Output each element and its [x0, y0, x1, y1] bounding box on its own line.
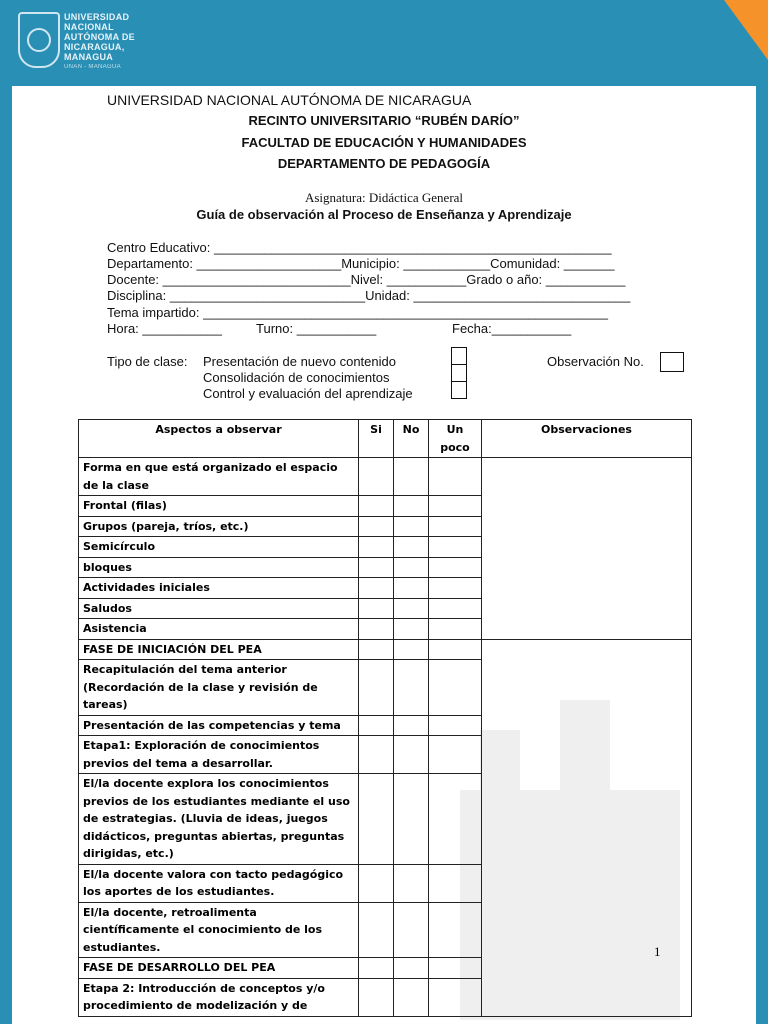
checkbox-control[interactable] — [451, 381, 467, 399]
si-cell[interactable] — [359, 496, 394, 517]
un-poco-cell[interactable] — [429, 537, 482, 558]
si-cell[interactable] — [359, 557, 394, 578]
university-seal-icon — [18, 12, 60, 68]
un-poco-cell[interactable] — [429, 557, 482, 578]
aspect-cell: Etapa1: Exploración de conocimientos previos del tema a desarrollar. — [79, 736, 359, 774]
observation-table — [78, 419, 692, 1017]
no-cell[interactable] — [394, 537, 429, 558]
option-presentacion: Presentación de nuevo contenido — [203, 354, 396, 369]
no-cell[interactable] — [394, 864, 429, 902]
header-observaciones: Observaciones — [482, 420, 692, 458]
field-disciplina[interactable]: Disciplina: ___________________________Unidad: ______________________________ — [107, 288, 631, 303]
si-cell[interactable] — [359, 864, 394, 902]
header-aspectos: Aspectos a observar — [79, 420, 359, 458]
un-poco-cell[interactable] — [429, 598, 482, 619]
si-cell[interactable] — [359, 516, 394, 537]
department-name: DEPARTAMENTO DE PEDAGOGÍA — [277, 156, 491, 171]
field-tema[interactable]: Tema impartido: ________________________________________________________ — [107, 305, 608, 320]
no-cell[interactable] — [394, 736, 429, 774]
aspect-cell: El/la docente, retroalimenta científicamente el conocimiento de los estudiantes. — [79, 902, 359, 958]
un-poco-cell[interactable] — [429, 774, 482, 865]
checkbox-presentacion[interactable] — [451, 347, 467, 365]
aspect-cell: Grupos (pareja, tríos, etc.) — [79, 516, 359, 537]
si-cell[interactable] — [359, 715, 394, 736]
si-cell[interactable] — [359, 978, 394, 1016]
no-cell[interactable] — [394, 578, 429, 599]
header-un-poco: Un poco — [429, 420, 482, 458]
no-cell[interactable] — [394, 598, 429, 619]
field-centro[interactable]: Centro Educativo: _______________________________________________________ — [107, 240, 612, 255]
si-cell[interactable] — [359, 660, 394, 716]
si-cell[interactable] — [359, 458, 394, 496]
aspect-cell: Asistencia — [79, 619, 359, 640]
un-poco-cell[interactable] — [429, 978, 482, 1016]
no-cell[interactable] — [394, 978, 429, 1016]
page-number: 1 — [654, 944, 661, 959]
un-poco-cell[interactable] — [429, 660, 482, 716]
subject-label: Asignatura: Didáctica General — [304, 190, 464, 205]
no-cell[interactable] — [394, 715, 429, 736]
no-cell[interactable] — [394, 639, 429, 660]
table-row — [79, 639, 692, 660]
option-consolidacion: Consolidación de conocimientos — [203, 370, 390, 385]
faculty-name: FACULTAD DE EDUCACIÓN Y HUMANIDADES — [241, 135, 527, 150]
un-poco-cell[interactable] — [429, 715, 482, 736]
field-hora[interactable]: Hora: ___________ — [107, 321, 222, 336]
campus-name: RECINTO UNIVERSITARIO “RUBÉN DARÍO” — [248, 113, 520, 128]
aspect-cell: Saludos — [79, 598, 359, 619]
field-turno[interactable]: Turno: ___________ — [256, 321, 377, 336]
checkbox-consolidacion[interactable] — [451, 364, 467, 382]
aspect-cell: FASE DE DESARROLLO DEL PEA — [79, 958, 359, 979]
header-no: No — [394, 420, 429, 458]
observacion-label: Observación No. — [547, 354, 644, 369]
no-cell[interactable] — [394, 774, 429, 865]
aspect-cell: El/la docente explora los conocimientos previos de los estudiantes mediante el uso de estrategias. (Lluvia de ideas, juegos didácticos, preguntas abiertas, preguntas dirigidas, etc.) — [79, 774, 359, 865]
si-cell[interactable] — [359, 958, 394, 979]
observacion-number-box[interactable] — [660, 352, 684, 372]
si-cell[interactable] — [359, 578, 394, 599]
si-cell[interactable] — [359, 736, 394, 774]
guide-title: Guía de observación al Proceso de Enseñanza y Aprendizaje — [196, 207, 572, 222]
no-cell[interactable] — [394, 458, 429, 496]
si-cell[interactable] — [359, 639, 394, 660]
si-cell[interactable] — [359, 774, 394, 865]
corner-accent — [724, 0, 768, 60]
si-cell[interactable] — [359, 537, 394, 558]
un-poco-cell[interactable] — [429, 736, 482, 774]
un-poco-cell[interactable] — [429, 578, 482, 599]
un-poco-cell[interactable] — [429, 458, 482, 496]
option-control: Control y evaluación del aprendizaje — [203, 386, 413, 401]
observaciones-cell[interactable] — [482, 458, 692, 640]
un-poco-cell[interactable] — [429, 639, 482, 660]
aspect-cell: Frontal (filas) — [79, 496, 359, 517]
tipo-clase-label: Tipo de clase: — [107, 354, 188, 369]
university-name: UNIVERSIDAD NACIONAL AUTÓNOMA DE NICARAGUA — [107, 92, 472, 108]
si-cell[interactable] — [359, 619, 394, 640]
no-cell[interactable] — [394, 557, 429, 578]
aspect-cell: FASE DE INICIACIÓN DEL PEA — [79, 639, 359, 660]
no-cell[interactable] — [394, 619, 429, 640]
aspect-cell: Forma en que está organizado el espacio de la clase — [79, 458, 359, 496]
aspect-cell: Recapitulación del tema anterior (Recordación de la clase y revisión de tareas) — [79, 660, 359, 716]
aspect-cell: Semicírculo — [79, 537, 359, 558]
aspect-cell: El/la docente valora con tacto pedagógico los aportes de los estudiantes. — [79, 864, 359, 902]
no-cell[interactable] — [394, 902, 429, 958]
aspect-cell: bloques — [79, 557, 359, 578]
no-cell[interactable] — [394, 660, 429, 716]
un-poco-cell[interactable] — [429, 902, 482, 958]
university-logo-text: UNIVERSIDAD NACIONAL AUTÓNOMA DE NICARAGUA, MANAGUA UNAN - MANAGUA — [64, 12, 135, 70]
un-poco-cell[interactable] — [429, 864, 482, 902]
si-cell[interactable] — [359, 902, 394, 958]
no-cell[interactable] — [394, 516, 429, 537]
si-cell[interactable] — [359, 598, 394, 619]
field-fecha[interactable]: Fecha:___________ — [452, 321, 572, 336]
un-poco-cell[interactable] — [429, 619, 482, 640]
table-row — [79, 458, 692, 496]
table-header-row — [79, 420, 692, 458]
field-departamento[interactable]: Departamento: ____________________Municipio: ____________Comunidad: _______ — [107, 256, 615, 271]
field-docente[interactable]: Docente: __________________________Nivel: ___________Grado o año: ___________ — [107, 272, 626, 287]
un-poco-cell[interactable] — [429, 516, 482, 537]
header-si: Si — [359, 420, 394, 458]
un-poco-cell[interactable] — [429, 958, 482, 979]
page-frame-left — [0, 86, 12, 1024]
no-cell[interactable] — [394, 496, 429, 517]
aspect-cell: Etapa 2: Introducción de conceptos y/o procedimiento de modelización y de — [79, 978, 359, 1016]
no-cell[interactable] — [394, 958, 429, 979]
un-poco-cell[interactable] — [429, 496, 482, 517]
aspect-cell: Actividades iniciales — [79, 578, 359, 599]
aspect-cell: Presentación de las competencias y tema — [79, 715, 359, 736]
